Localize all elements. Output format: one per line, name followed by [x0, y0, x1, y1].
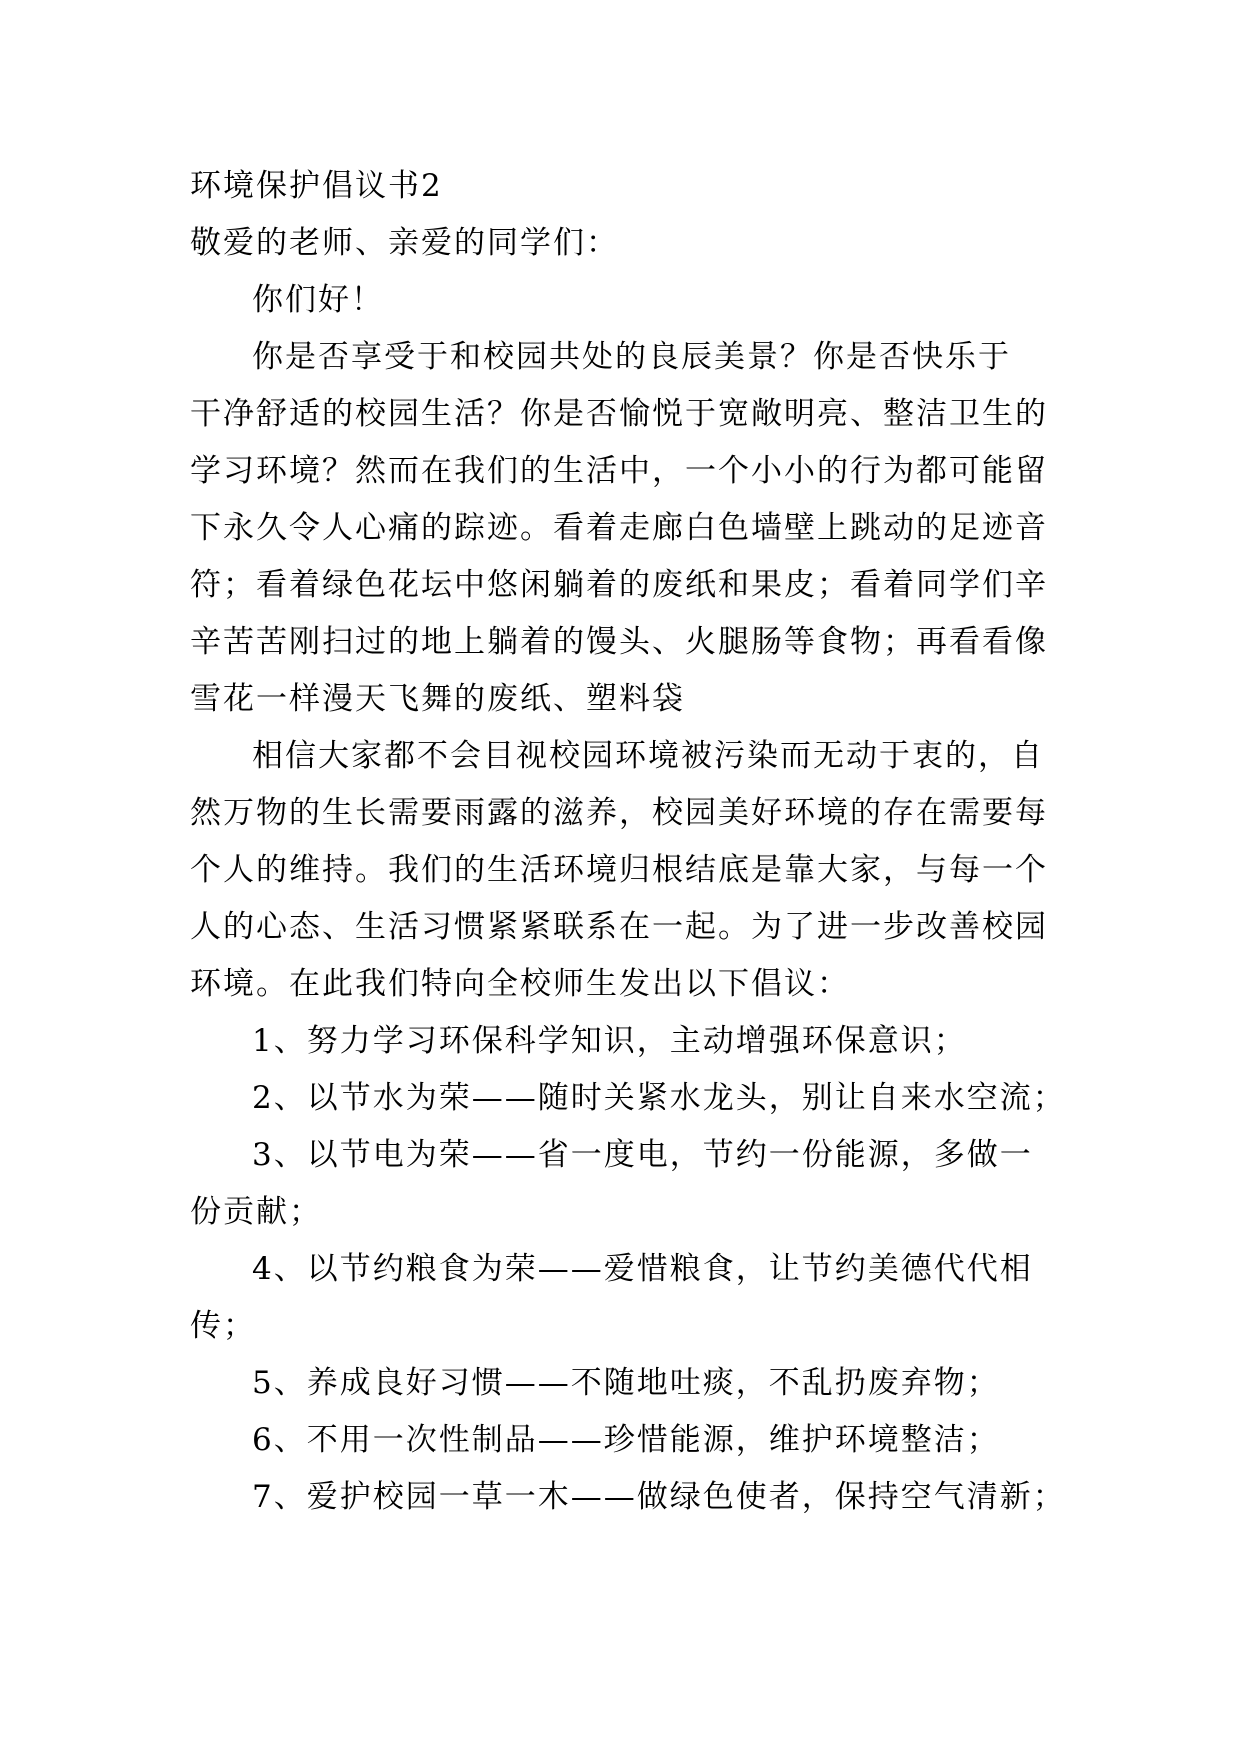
proposal-item-continuation: 份贡献； — [190, 1194, 322, 1230]
paragraph-line: 符；看着绿色花坛中悠闲躺着的废纸和果皮；看着同学们辛 — [190, 567, 1048, 603]
paragraph-line: 干净舒适的校园生活？你是否愉悦于宽敞明亮、整洁卫生的 — [190, 396, 1048, 432]
proposal-item-continuation: 传； — [190, 1308, 256, 1344]
salutation: 敬爱的老师、亲爱的同学们： — [190, 225, 619, 261]
proposal-item: 7、爱护校园一草一木——做绿色使者，保持空气清新； — [252, 1479, 1066, 1515]
proposal-item: 1、努力学习环保科学知识，主动增强环保意识； — [252, 1023, 967, 1059]
paragraph-line: 学习环境？然而在我们的生活中，一个小小的行为都可能留 — [190, 453, 1048, 489]
proposal-item: 6、不用一次性制品——珍惜能源，维护环境整洁； — [252, 1422, 1000, 1458]
proposal-item: 4、以节约粮食为荣——爱惜粮食，让节约美德代代相 — [252, 1251, 1033, 1287]
proposal-item: 2、以节水为荣——随时关紧水龙头，别让自来水空流； — [252, 1080, 1066, 1116]
paragraph-line: 环境。在此我们特向全校师生发出以下倡议： — [190, 966, 850, 1002]
paragraph-line: 下永久令人心痛的踪迹。看着走廊白色墙壁上跳动的足迹音 — [190, 510, 1048, 546]
proposal-item: 3、以节电为荣——省一度电，节约一份能源，多做一 — [252, 1137, 1033, 1173]
paragraph-line: 人的心态、生活习惯紧紧联系在一起。为了进一步改善校园 — [190, 909, 1048, 945]
paragraph-line: 然万物的生长需要雨露的滋养，校园美好环境的存在需要每 — [190, 795, 1048, 831]
paragraph-line: 雪花一样漫天飞舞的废纸、塑料袋 — [190, 681, 685, 717]
proposal-item: 5、养成良好习惯——不随地吐痰，不乱扔废弃物； — [252, 1365, 1000, 1401]
paragraph-line: 辛苦苦刚扫过的地上躺着的馒头、火腿肠等食物；再看看像 — [190, 624, 1048, 660]
greeting: 你们好！ — [252, 282, 384, 318]
paragraph-line: 相信大家都不会目视校园环境被污染而无动于衷的，自 — [252, 738, 1044, 774]
paragraph-line: 你是否享受于和校园共处的良辰美景？你是否快乐于 — [252, 339, 1011, 375]
document-title: 环境保护倡议书2 — [190, 168, 443, 204]
paragraph-line: 个人的维持。我们的生活环境归根结底是靠大家，与每一个 — [190, 852, 1048, 888]
